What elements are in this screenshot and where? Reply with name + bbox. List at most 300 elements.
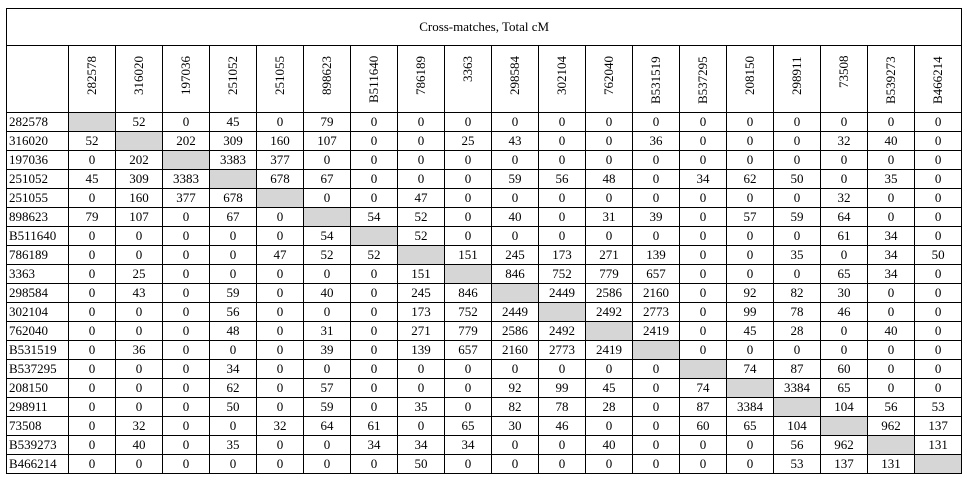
column-header: [304, 46, 351, 113]
column-header-label: 316020: [131, 56, 146, 95]
table-cell: 28: [586, 398, 633, 417]
table-cell: 50: [210, 398, 257, 417]
table-cell: 0: [680, 208, 727, 227]
table-cell: 0: [69, 341, 116, 360]
row-label: 282578: [7, 113, 69, 132]
table-cell: 2449: [492, 303, 539, 322]
table-cell: 0: [69, 360, 116, 379]
table-cell: 25: [116, 265, 163, 284]
table-cell: 62: [210, 379, 257, 398]
table-cell: 0: [633, 151, 680, 170]
table-cell: 57: [727, 208, 774, 227]
table-cell: 0: [257, 398, 304, 417]
table-cell: 0: [351, 170, 398, 189]
table-cell: 107: [304, 132, 351, 151]
table-cell: 31: [304, 322, 351, 341]
table-cell: 59: [492, 170, 539, 189]
table-cell: 34: [351, 436, 398, 455]
table-cell: 0: [774, 265, 821, 284]
table-cell: 0: [69, 284, 116, 303]
table-cell: 48: [210, 322, 257, 341]
column-header: [868, 46, 915, 113]
table-cell: 0: [680, 227, 727, 246]
table-cell: 30: [821, 284, 868, 303]
table-cell: 0: [539, 189, 586, 208]
table-cell: 0: [774, 113, 821, 132]
table-cell: 0: [163, 284, 210, 303]
table-cell: 0: [257, 436, 304, 455]
table-cell: 34: [680, 170, 727, 189]
table-cell: 2449: [539, 284, 586, 303]
table-cell: 0: [257, 341, 304, 360]
table-row: [7, 379, 962, 398]
table-row: [7, 208, 962, 227]
table-cell: 962: [868, 417, 915, 436]
table-cell: 0: [821, 113, 868, 132]
table-cell: 45: [210, 113, 257, 132]
table-cell: 40: [116, 436, 163, 455]
table-cell: 79: [304, 113, 351, 132]
table-cell: 60: [821, 360, 868, 379]
diagonal-cell: [69, 113, 116, 132]
table-cell: 0: [915, 208, 962, 227]
table-cell: 53: [774, 455, 821, 474]
table-cell: 0: [868, 341, 915, 360]
table-cell: 36: [633, 132, 680, 151]
table-cell: 0: [868, 379, 915, 398]
table-cell: 99: [539, 379, 586, 398]
table-cell: 0: [915, 360, 962, 379]
table-cell: 309: [116, 170, 163, 189]
table-cell: 0: [586, 132, 633, 151]
table-cell: 40: [304, 284, 351, 303]
table-cell: 0: [586, 151, 633, 170]
table-cell: 0: [915, 151, 962, 170]
table-cell: 0: [492, 436, 539, 455]
table-cell: 0: [210, 265, 257, 284]
table-cell: 173: [398, 303, 445, 322]
column-header-label: 251055: [272, 56, 287, 95]
table-cell: 0: [351, 303, 398, 322]
table-cell: 0: [586, 227, 633, 246]
column-header-label: 208150: [742, 56, 757, 95]
column-header-label: 302104: [554, 56, 569, 95]
table-cell: 0: [257, 227, 304, 246]
row-label: B537295: [7, 360, 69, 379]
table-cell: 0: [445, 227, 492, 246]
table-cell: 0: [915, 189, 962, 208]
table-cell: 0: [586, 455, 633, 474]
table-cell: 87: [680, 398, 727, 417]
table-cell: 245: [398, 284, 445, 303]
table-cell: 2773: [633, 303, 680, 322]
column-header: [398, 46, 445, 113]
diagonal-cell: [774, 398, 821, 417]
table-cell: 0: [69, 246, 116, 265]
table-cell: 0: [69, 455, 116, 474]
table-cell: 39: [304, 341, 351, 360]
table-cell: 131: [915, 436, 962, 455]
table-cell: 0: [774, 227, 821, 246]
table-cell: 0: [163, 417, 210, 436]
table-cell: 0: [492, 360, 539, 379]
table-cell: 52: [304, 246, 351, 265]
column-header-row: [7, 46, 962, 113]
table-cell: 52: [69, 132, 116, 151]
table-cell: 0: [69, 398, 116, 417]
table-cell: 87: [774, 360, 821, 379]
column-header-label: 197036: [178, 56, 193, 95]
table-cell: 2773: [539, 341, 586, 360]
diagonal-cell: [304, 208, 351, 227]
table-cell: 34: [398, 436, 445, 455]
table-row: [7, 360, 962, 379]
table-cell: 0: [257, 360, 304, 379]
table-cell: 0: [539, 360, 586, 379]
table-cell: 0: [163, 436, 210, 455]
table-cell: 0: [69, 417, 116, 436]
table-cell: 46: [539, 417, 586, 436]
table-cell: 962: [821, 436, 868, 455]
table-cell: 0: [633, 398, 680, 417]
table-cell: 0: [915, 265, 962, 284]
table-cell: 779: [586, 265, 633, 284]
table-cell: 65: [445, 417, 492, 436]
table-row: [7, 455, 962, 474]
column-header-label: 298911: [789, 56, 804, 95]
table-cell: 0: [680, 303, 727, 322]
table-cell: 0: [69, 322, 116, 341]
table-cell: 752: [445, 303, 492, 322]
diagonal-cell: [727, 379, 774, 398]
table-cell: 0: [821, 151, 868, 170]
table-cell: 0: [351, 455, 398, 474]
column-header-label: 762040: [601, 56, 616, 95]
table-cell: 0: [351, 265, 398, 284]
table-cell: 50: [915, 246, 962, 265]
table-row: [7, 341, 962, 360]
table-cell: 678: [210, 189, 257, 208]
table-cell: 0: [727, 265, 774, 284]
table-cell: 139: [633, 246, 680, 265]
column-header-label: 3363: [460, 56, 475, 82]
table-cell: 35: [398, 398, 445, 417]
table-cell: 0: [680, 341, 727, 360]
row-label: 251052: [7, 170, 69, 189]
column-header: [116, 46, 163, 113]
table-row: [7, 265, 962, 284]
row-label: 73508: [7, 417, 69, 436]
table-cell: 137: [915, 417, 962, 436]
column-header: [163, 46, 210, 113]
table-cell: 3383: [163, 170, 210, 189]
column-header: [492, 46, 539, 113]
table-cell: 47: [398, 189, 445, 208]
table-cell: 0: [304, 189, 351, 208]
table-row: [7, 417, 962, 436]
table-cell: 0: [445, 170, 492, 189]
table-cell: 0: [351, 189, 398, 208]
table-cell: 0: [539, 132, 586, 151]
diagonal-cell: [351, 227, 398, 246]
table-cell: 0: [304, 151, 351, 170]
table-cell: 0: [727, 436, 774, 455]
table-cell: 0: [445, 379, 492, 398]
table-cell: 0: [539, 455, 586, 474]
cross-match-table-container: [6, 8, 961, 474]
table-cell: 65: [727, 417, 774, 436]
table-cell: 0: [868, 113, 915, 132]
table-cell: 74: [727, 360, 774, 379]
table-title: Cross-matches, Total cM: [7, 9, 962, 46]
table-cell: 0: [163, 360, 210, 379]
column-header: [586, 46, 633, 113]
table-cell: 0: [868, 189, 915, 208]
table-cell: 173: [539, 246, 586, 265]
row-label: B531519: [7, 341, 69, 360]
table-cell: 34: [868, 227, 915, 246]
table-cell: 0: [398, 417, 445, 436]
table-cell: 2586: [492, 322, 539, 341]
table-cell: 0: [351, 113, 398, 132]
table-cell: 0: [539, 208, 586, 227]
table-cell: 0: [727, 455, 774, 474]
table-cell: 34: [868, 265, 915, 284]
table-cell: 139: [398, 341, 445, 360]
table-cell: 0: [539, 151, 586, 170]
table-cell: 0: [633, 455, 680, 474]
table-cell: 46: [821, 303, 868, 322]
table-cell: 0: [586, 360, 633, 379]
column-header: [821, 46, 868, 113]
table-cell: 0: [445, 189, 492, 208]
diagonal-cell: [210, 170, 257, 189]
table-row: [7, 284, 962, 303]
table-cell: 0: [633, 417, 680, 436]
table-cell: 151: [398, 265, 445, 284]
table-cell: 0: [445, 398, 492, 417]
column-header: [633, 46, 680, 113]
table-cell: 45: [727, 322, 774, 341]
table-cell: 0: [257, 265, 304, 284]
table-cell: 67: [304, 170, 351, 189]
table-cell: 0: [304, 455, 351, 474]
table-cell: 35: [868, 170, 915, 189]
table-cell: 0: [727, 227, 774, 246]
row-label: 208150: [7, 379, 69, 398]
table-cell: 0: [257, 284, 304, 303]
column-header-label: 298584: [507, 56, 522, 95]
table-cell: 0: [445, 113, 492, 132]
table-cell: 0: [257, 455, 304, 474]
table-cell: 0: [727, 341, 774, 360]
table-cell: 0: [586, 417, 633, 436]
column-header-label: 786189: [413, 56, 428, 95]
table-cell: 48: [586, 170, 633, 189]
table-cell: 0: [727, 151, 774, 170]
table-cell: 0: [727, 246, 774, 265]
table-cell: 0: [633, 436, 680, 455]
table-cell: 0: [163, 341, 210, 360]
table-cell: 0: [915, 303, 962, 322]
table-cell: 377: [257, 151, 304, 170]
table-cell: 78: [539, 398, 586, 417]
table-cell: 0: [539, 436, 586, 455]
row-label: 298584: [7, 284, 69, 303]
table-cell: 0: [163, 455, 210, 474]
row-label: B539273: [7, 436, 69, 455]
table-cell: 36: [116, 341, 163, 360]
table-cell: 0: [445, 151, 492, 170]
table-cell: 0: [633, 360, 680, 379]
table-cell: 0: [304, 303, 351, 322]
table-row: [7, 151, 962, 170]
table-row: [7, 246, 962, 265]
table-cell: 0: [445, 455, 492, 474]
table-cell: 0: [774, 151, 821, 170]
row-label: 898623: [7, 208, 69, 227]
table-cell: 0: [680, 284, 727, 303]
table-cell: 67: [210, 208, 257, 227]
table-cell: 74: [680, 379, 727, 398]
table-row: [7, 170, 962, 189]
table-cell: 35: [774, 246, 821, 265]
table-cell: 34: [445, 436, 492, 455]
table-cell: 0: [257, 113, 304, 132]
table-cell: 40: [868, 322, 915, 341]
table-cell: 54: [351, 208, 398, 227]
table-cell: 0: [163, 265, 210, 284]
table-cell: 62: [727, 170, 774, 189]
table-cell: 0: [915, 170, 962, 189]
table-cell: 35: [210, 436, 257, 455]
table-cell: 2492: [539, 322, 586, 341]
cross-match-table: [6, 8, 962, 474]
table-cell: 0: [586, 189, 633, 208]
table-cell: 0: [398, 360, 445, 379]
table-cell: 39: [633, 208, 680, 227]
table-cell: 0: [257, 208, 304, 227]
table-cell: 65: [821, 379, 868, 398]
column-header: [210, 46, 257, 113]
table-cell: 0: [539, 227, 586, 246]
table-cell: 160: [257, 132, 304, 151]
table-cell: 779: [445, 322, 492, 341]
table-cell: 61: [351, 417, 398, 436]
table-cell: 107: [116, 208, 163, 227]
table-cell: 43: [116, 284, 163, 303]
table-cell: 56: [868, 398, 915, 417]
table-cell: 34: [210, 360, 257, 379]
row-label: 316020: [7, 132, 69, 151]
table-cell: 32: [116, 417, 163, 436]
table-cell: 0: [868, 208, 915, 227]
table-cell: 40: [492, 208, 539, 227]
table-cell: 78: [774, 303, 821, 322]
table-cell: 202: [116, 151, 163, 170]
table-cell: 0: [492, 455, 539, 474]
table-cell: 0: [868, 303, 915, 322]
table-cell: 99: [727, 303, 774, 322]
table-cell: 50: [398, 455, 445, 474]
table-cell: 0: [257, 322, 304, 341]
table-cell: 64: [304, 417, 351, 436]
table-cell: 56: [539, 170, 586, 189]
table-cell: 0: [727, 113, 774, 132]
table-cell: 0: [304, 265, 351, 284]
table-cell: 0: [257, 303, 304, 322]
table-cell: 40: [868, 132, 915, 151]
table-cell: 0: [633, 170, 680, 189]
diagonal-cell: [492, 284, 539, 303]
diagonal-cell: [539, 303, 586, 322]
table-cell: 52: [116, 113, 163, 132]
table-row: [7, 189, 962, 208]
table-row: [7, 113, 962, 132]
table-cell: 0: [69, 227, 116, 246]
corner-cell: [7, 46, 69, 113]
table-cell: 0: [398, 132, 445, 151]
table-cell: 0: [821, 246, 868, 265]
table-cell: 45: [69, 170, 116, 189]
diagonal-cell: [257, 189, 304, 208]
table-cell: 0: [116, 379, 163, 398]
table-cell: 0: [680, 132, 727, 151]
table-cell: 0: [774, 341, 821, 360]
row-label: 298911: [7, 398, 69, 417]
table-cell: 54: [304, 227, 351, 246]
table-cell: 0: [915, 132, 962, 151]
row-label: 251055: [7, 189, 69, 208]
table-cell: 0: [351, 360, 398, 379]
table-cell: 0: [680, 113, 727, 132]
column-header-label: B537295: [695, 56, 710, 104]
table-cell: 104: [774, 417, 821, 436]
table-cell: 2586: [586, 284, 633, 303]
diagonal-cell: [633, 341, 680, 360]
table-cell: 0: [163, 113, 210, 132]
table-cell: 0: [586, 113, 633, 132]
table-cell: 25: [445, 132, 492, 151]
table-cell: 53: [915, 398, 962, 417]
table-cell: 59: [210, 284, 257, 303]
column-header-label: B511640: [366, 56, 381, 104]
table-cell: 752: [539, 265, 586, 284]
column-header: [539, 46, 586, 113]
table-cell: 846: [492, 265, 539, 284]
title-row: [7, 9, 962, 46]
table-cell: 82: [492, 398, 539, 417]
column-header: [445, 46, 492, 113]
row-label: 302104: [7, 303, 69, 322]
table-row: [7, 227, 962, 246]
table-cell: 0: [680, 265, 727, 284]
table-cell: 846: [445, 284, 492, 303]
table-cell: 56: [210, 303, 257, 322]
table-cell: 657: [633, 265, 680, 284]
table-cell: 0: [821, 341, 868, 360]
table-cell: 0: [351, 379, 398, 398]
table-cell: 104: [821, 398, 868, 417]
diagonal-cell: [821, 417, 868, 436]
table-cell: 0: [492, 227, 539, 246]
table-cell: 0: [398, 113, 445, 132]
table-cell: 0: [868, 151, 915, 170]
table-cell: 0: [210, 227, 257, 246]
row-label: 762040: [7, 322, 69, 341]
table-cell: 0: [69, 189, 116, 208]
table-cell: 0: [163, 322, 210, 341]
